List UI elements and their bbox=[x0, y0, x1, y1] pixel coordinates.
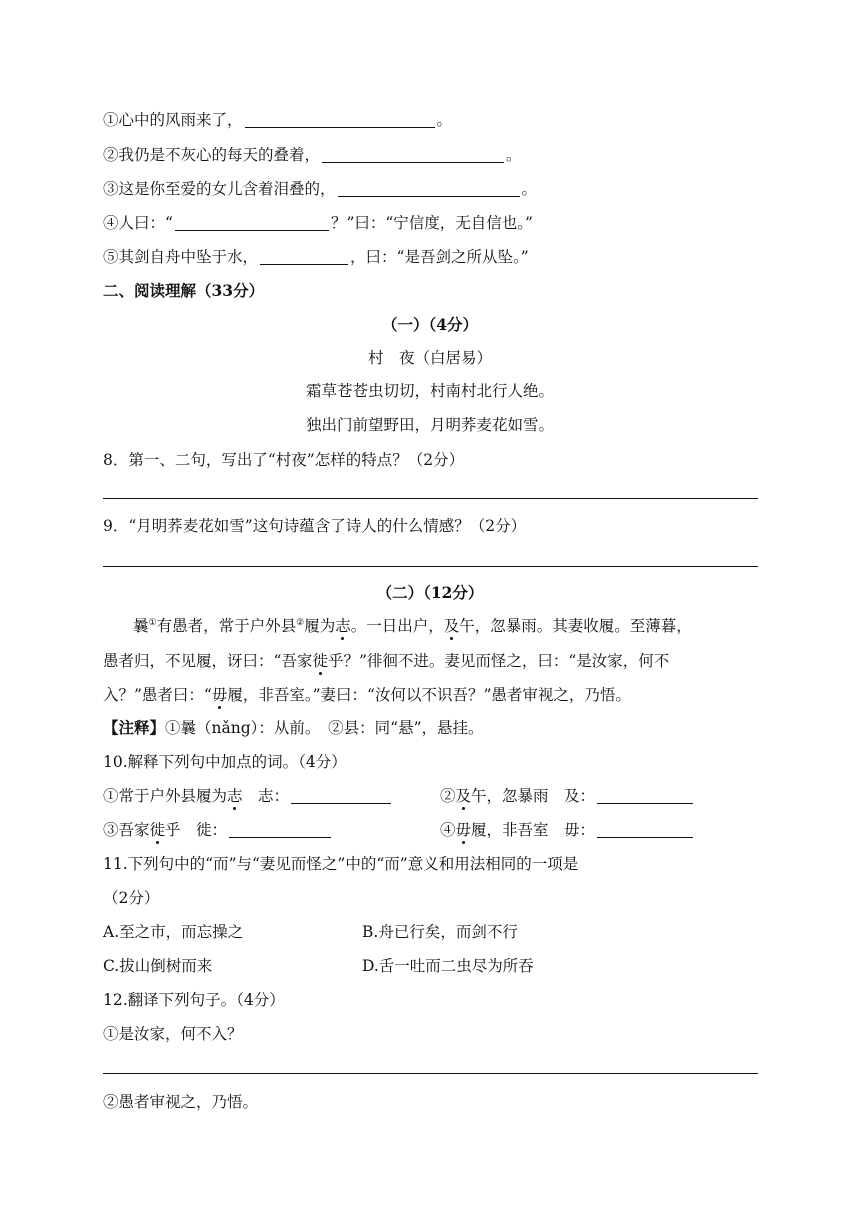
fill-item-1 bbox=[103, 108, 452, 132]
annotation-label: 【注释】 bbox=[103, 718, 166, 737]
annotation bbox=[103, 716, 484, 740]
dotted-word: 志 bbox=[335, 617, 351, 635]
q10-text: 志： bbox=[242, 787, 290, 805]
fill-item-2 bbox=[103, 143, 522, 167]
dotted-word: 毋 bbox=[455, 821, 472, 839]
answer-line[interactable] bbox=[103, 1073, 758, 1074]
q10-item-2 bbox=[440, 784, 695, 808]
fill-item-text: ④人曰：“ bbox=[103, 214, 173, 232]
answer-blank[interactable] bbox=[597, 819, 693, 838]
annotation-text: ①曩（nǎng）：从前。 ②县：同“悬”，悬挂。 bbox=[165, 719, 484, 737]
q10-text: 履，非吾室 毋： bbox=[471, 821, 596, 839]
fill-item-3 bbox=[103, 177, 537, 201]
q12-item-2: ②愚者审视之，乃悟。 bbox=[103, 1093, 259, 1111]
fill-item-text: ⑤其剑自舟中坠于水， bbox=[103, 248, 259, 266]
fill-item-text: 。 bbox=[521, 180, 538, 198]
q12-item-1: ①是汝家，何不入？ bbox=[103, 1025, 243, 1043]
poem-title: 村 夜（白居易） bbox=[367, 349, 492, 367]
question-10: 10.解释下列句中加点的词。（4分） bbox=[103, 753, 347, 771]
fill-item-text: ①心中的风雨来了， bbox=[103, 111, 243, 129]
q10-item-3 bbox=[103, 818, 333, 842]
passage-text: 午，忽暴雨。其妻收履。至薄暮， bbox=[459, 617, 692, 635]
part1-heading: （一）（4分） bbox=[381, 315, 479, 334]
answer-blank[interactable] bbox=[338, 178, 520, 197]
passage-line-1 bbox=[133, 614, 692, 638]
q10-item-4 bbox=[440, 818, 695, 842]
q10-text: ③吾家 bbox=[103, 821, 150, 839]
fill-item-4 bbox=[103, 211, 533, 235]
section-title: 二、阅读理解（33分） bbox=[103, 281, 265, 300]
dotted-word: 志 bbox=[227, 787, 243, 805]
q10-item-1 bbox=[103, 784, 393, 808]
option-d[interactable]: D.舌一吐而二虫尽为所吞 bbox=[362, 957, 534, 975]
question-8: 8．第一、二句，写出了“村夜”怎样的特点？（2分） bbox=[103, 451, 465, 469]
passage-text: 曩 bbox=[133, 617, 149, 635]
answer-blank[interactable] bbox=[291, 785, 391, 804]
fill-item-text: ？”曰：“宁信度，无自信也。” bbox=[330, 214, 533, 232]
fill-item-text: ，曰：“是吾剑之所从坠。” bbox=[350, 248, 529, 266]
answer-blank[interactable] bbox=[229, 819, 331, 838]
passage-text: 。一日出户， bbox=[350, 617, 444, 635]
poem-line-1: 霜草苍苍虫切切，村南村北行人绝。 bbox=[305, 382, 554, 400]
passage-text: 入？”愚者曰：“ bbox=[103, 686, 212, 704]
answer-blank[interactable] bbox=[260, 246, 348, 265]
dotted-word: 徙 bbox=[149, 821, 166, 839]
q10-text: ② bbox=[440, 787, 456, 805]
question-11: 11.下列句中的“而”与“妻见而怪之”中的“而”意义和用法相同的一项是 bbox=[103, 855, 579, 873]
footnote-mark: ② bbox=[296, 617, 305, 628]
passage-text: 履，非吾室。”妻曰：“汝何以不识吾？”愚者审视之，乃悟。 bbox=[227, 686, 631, 704]
fill-item-text: 。 bbox=[436, 111, 453, 129]
answer-blank[interactable] bbox=[245, 109, 435, 128]
q10-text: ④ bbox=[440, 821, 456, 839]
question-12: 12.翻译下列句子。（4分） bbox=[103, 991, 285, 1009]
fill-item-text: 。 bbox=[506, 146, 522, 164]
fill-item-text: ②我仍是不灰心的每天的叠着， bbox=[103, 146, 321, 164]
dotted-word: 毋 bbox=[211, 686, 228, 704]
answer-blank[interactable] bbox=[322, 144, 504, 163]
passage-line-3 bbox=[103, 683, 631, 707]
q10-text: ①常于户外县履为 bbox=[103, 787, 228, 805]
answer-blank[interactable] bbox=[175, 212, 329, 231]
question-9: 9．“月明荞麦花如雪”这句诗蕴含了诗人的什么情感？（2分） bbox=[103, 517, 527, 535]
option-b[interactable]: B.舟已行矣，而剑不行 bbox=[362, 923, 518, 941]
answer-line[interactable] bbox=[103, 566, 758, 567]
dotted-word: 徙 bbox=[312, 652, 328, 670]
passage-text: 乎？”徘徊不进。妻见而怪之，曰：“是汝家，何不 bbox=[327, 652, 670, 670]
question-11-score: （2分） bbox=[103, 889, 160, 907]
dotted-word: 及 bbox=[443, 617, 460, 635]
answer-blank[interactable] bbox=[597, 785, 693, 804]
passage-text: 履为 bbox=[304, 617, 336, 635]
part2-heading: （二）（12分） bbox=[376, 583, 484, 602]
option-a[interactable]: A.至之市，而忘操之 bbox=[103, 923, 244, 941]
option-c[interactable]: C.拔山倒树而来 bbox=[103, 957, 213, 975]
fill-item-text: ③这是你至爱的女儿含着泪叠的， bbox=[103, 180, 336, 198]
passage-text: 愚者归，不见履，讶曰：“吾家 bbox=[103, 652, 313, 670]
passage-line-2 bbox=[103, 649, 669, 673]
fill-item-5 bbox=[103, 245, 529, 269]
q10-text: 午，忽暴雨 及： bbox=[471, 787, 596, 805]
q10-text: 乎 徙： bbox=[165, 821, 228, 839]
passage-text: 有愚者，常于户外县 bbox=[156, 617, 297, 635]
footnote-mark: ① bbox=[148, 617, 157, 628]
poem-line-2: 独出门前望野田，月明荞麦花如雪。 bbox=[305, 416, 554, 434]
dotted-word: 及 bbox=[455, 787, 472, 805]
answer-line[interactable] bbox=[103, 498, 758, 499]
